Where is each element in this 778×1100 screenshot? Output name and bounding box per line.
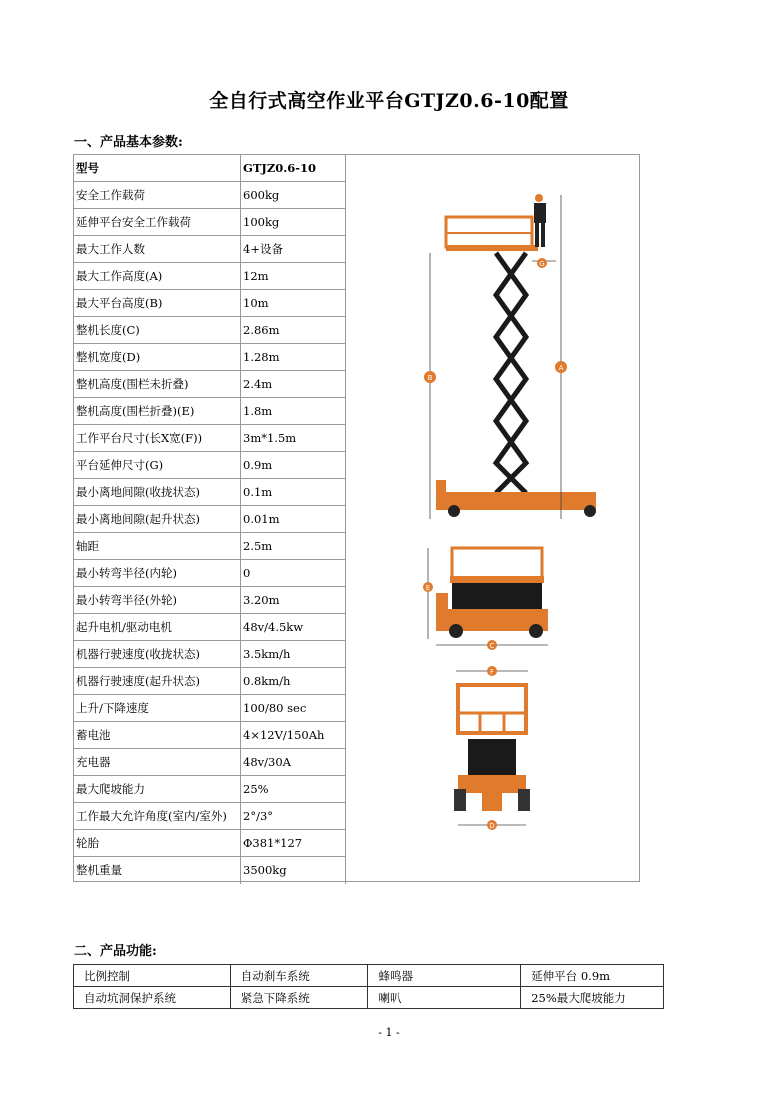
front-scissor xyxy=(468,739,516,775)
dimension-a-label: A xyxy=(558,364,564,372)
front-chassis xyxy=(458,775,526,793)
dimension-e-label: E xyxy=(425,584,431,592)
spec-label: 蓄电池 xyxy=(74,722,241,748)
spec-row xyxy=(74,722,346,749)
spec-row xyxy=(74,749,346,776)
spec-row xyxy=(74,236,346,263)
front-pothole-guard xyxy=(482,793,502,811)
spec-row xyxy=(74,290,346,317)
scissor-lift-diagram xyxy=(346,155,639,881)
spec-value: 48v/4.5kw xyxy=(241,614,346,640)
functions-table xyxy=(73,964,664,1009)
spec-rows xyxy=(74,155,346,884)
spec-label: 机器行驶速度(起升状态) xyxy=(74,668,241,694)
wheel xyxy=(584,505,596,517)
spec-value: 3.5km/h xyxy=(241,641,346,667)
function-cell: 紧急下降系统 xyxy=(230,987,368,1009)
spec-value: 100kg xyxy=(241,209,346,235)
spec-value: 100/80 sec xyxy=(241,695,346,721)
spec-label: 整机高度(围栏未折叠) xyxy=(74,371,241,397)
dimension-b-label: B xyxy=(427,374,433,382)
function-cell: 延伸平台 0.9m xyxy=(521,965,664,987)
spec-value: 48v/30A xyxy=(241,749,346,775)
section-heading-functions: 二、产品功能: xyxy=(74,944,157,959)
page-number: - 1 - xyxy=(378,1026,400,1039)
front-guardrail xyxy=(458,685,526,733)
spec-row xyxy=(74,506,346,533)
chassis xyxy=(446,492,596,510)
worker-leg xyxy=(541,223,545,247)
stowed-chassis-end xyxy=(436,593,448,631)
spec-value: 2°/3° xyxy=(241,803,346,829)
spec-label: 延伸平台安全工作载荷 xyxy=(74,209,241,235)
function-row xyxy=(74,987,664,1009)
spec-label: 工作平台尺寸(长X宽(F)) xyxy=(74,425,241,451)
spec-row xyxy=(74,425,346,452)
function-cell: 喇叭 xyxy=(368,987,521,1009)
function-row xyxy=(74,965,664,987)
spec-row xyxy=(74,344,346,371)
spec-label: 整机高度(围栏折叠)(E) xyxy=(74,398,241,424)
spec-value: GTJZ0.6-10 xyxy=(241,155,346,181)
dimension-f-label: F xyxy=(489,668,495,676)
machine-diagram-cell xyxy=(346,155,639,881)
spec-row xyxy=(74,209,346,236)
spec-label: 起升电机/驱动电机 xyxy=(74,614,241,640)
spec-value: 3m*1.5m xyxy=(241,425,346,451)
spec-row xyxy=(74,830,346,857)
spec-label: 最大平台高度(B) xyxy=(74,290,241,316)
spec-value: 4×12V/150Ah xyxy=(241,722,346,748)
spec-label: 最小离地间隙(起升状态) xyxy=(74,506,241,532)
spec-label: 最大工作高度(A) xyxy=(74,263,241,289)
stowed-deck xyxy=(450,576,544,583)
function-cell: 蜂鸣器 xyxy=(368,965,521,987)
wheel xyxy=(448,505,460,517)
spec-value: 4+设备 xyxy=(241,236,346,262)
elevated-side-view xyxy=(424,194,596,519)
stowed-guardrail xyxy=(452,548,542,578)
spec-value: 2.4m xyxy=(241,371,346,397)
spec-row xyxy=(74,533,346,560)
spec-label: 平台延伸尺寸(G) xyxy=(74,452,241,478)
spec-row xyxy=(74,857,346,884)
spec-value: 2.5m xyxy=(241,533,346,559)
spec-value: 1.8m xyxy=(241,398,346,424)
dimension-g-label: G xyxy=(539,260,545,268)
front-wheel xyxy=(518,789,530,811)
spec-row xyxy=(74,479,346,506)
spec-label: 整机长度(C) xyxy=(74,317,241,343)
spec-label: 最小离地间隙(收拢状态) xyxy=(74,479,241,505)
front-wheel xyxy=(454,789,466,811)
function-cell: 自动坑洞保护系统 xyxy=(74,987,231,1009)
spec-label: 工作最大允许角度(室内/室外) xyxy=(74,803,241,829)
spec-label: 最大爬坡能力 xyxy=(74,776,241,802)
spec-value: 600kg xyxy=(241,182,346,208)
spec-label: 上升/下降速度 xyxy=(74,695,241,721)
spec-header-row xyxy=(74,155,346,182)
spec-row xyxy=(74,182,346,209)
spec-label: 型号 xyxy=(74,155,241,181)
platform-deck xyxy=(446,245,538,251)
spec-label: 最小转弯半径(外轮) xyxy=(74,587,241,613)
worker-body xyxy=(534,203,546,223)
spec-value: 1.28m xyxy=(241,344,346,370)
spec-value: 0.1m xyxy=(241,479,346,505)
spec-value: 2.86m xyxy=(241,317,346,343)
wheel xyxy=(529,624,543,638)
spec-row xyxy=(74,587,346,614)
dimension-d-label: D xyxy=(489,822,495,830)
spec-label: 充电器 xyxy=(74,749,241,775)
spec-row xyxy=(74,668,346,695)
spec-label: 最小转弯半径(内轮) xyxy=(74,560,241,586)
spec-row xyxy=(74,803,346,830)
spec-row xyxy=(74,263,346,290)
spec-row xyxy=(74,317,346,344)
stowed-side-view xyxy=(423,548,548,650)
spec-label: 整机重量 xyxy=(74,857,241,884)
spec-table xyxy=(73,154,640,882)
spec-row xyxy=(74,776,346,803)
spec-value: 25% xyxy=(241,776,346,802)
function-cell: 25%最大爬坡能力 xyxy=(521,987,664,1009)
spec-value: 12m xyxy=(241,263,346,289)
spec-label: 轴距 xyxy=(74,533,241,559)
wheel xyxy=(449,624,463,638)
spec-value: 0.01m xyxy=(241,506,346,532)
spec-value: 10m xyxy=(241,290,346,316)
spec-row xyxy=(74,641,346,668)
page-title: 全自行式高空作业平台GTJZ0.6-10配置 xyxy=(209,90,569,112)
section-heading-parameters: 一、产品基本参数: xyxy=(74,135,183,150)
spec-row xyxy=(74,371,346,398)
spec-label: 整机宽度(D) xyxy=(74,344,241,370)
spec-row xyxy=(74,398,346,425)
spec-label: 轮胎 xyxy=(74,830,241,856)
spec-row xyxy=(74,695,346,722)
function-cell: 比例控制 xyxy=(74,965,231,987)
front-view xyxy=(454,666,530,830)
spec-value: 0 xyxy=(241,560,346,586)
spec-row xyxy=(74,560,346,587)
spec-value: 3500kg xyxy=(241,857,346,884)
stowed-scissor xyxy=(452,583,542,609)
spec-value: 0.8km/h xyxy=(241,668,346,694)
spec-label: 安全工作载荷 xyxy=(74,182,241,208)
spec-label: 最大工作人数 xyxy=(74,236,241,262)
worker-leg xyxy=(535,223,539,247)
spec-value: Φ381*127 xyxy=(241,830,346,856)
worker-helmet xyxy=(535,194,543,202)
spec-value: 0.9m xyxy=(241,452,346,478)
dimension-c-label: C xyxy=(489,642,495,650)
spec-label: 机器行驶速度(收拢状态) xyxy=(74,641,241,667)
function-cell: 自动刹车系统 xyxy=(230,965,368,987)
chassis-end xyxy=(436,480,446,510)
spec-row xyxy=(74,614,346,641)
spec-row xyxy=(74,452,346,479)
spec-value: 3.20m xyxy=(241,587,346,613)
